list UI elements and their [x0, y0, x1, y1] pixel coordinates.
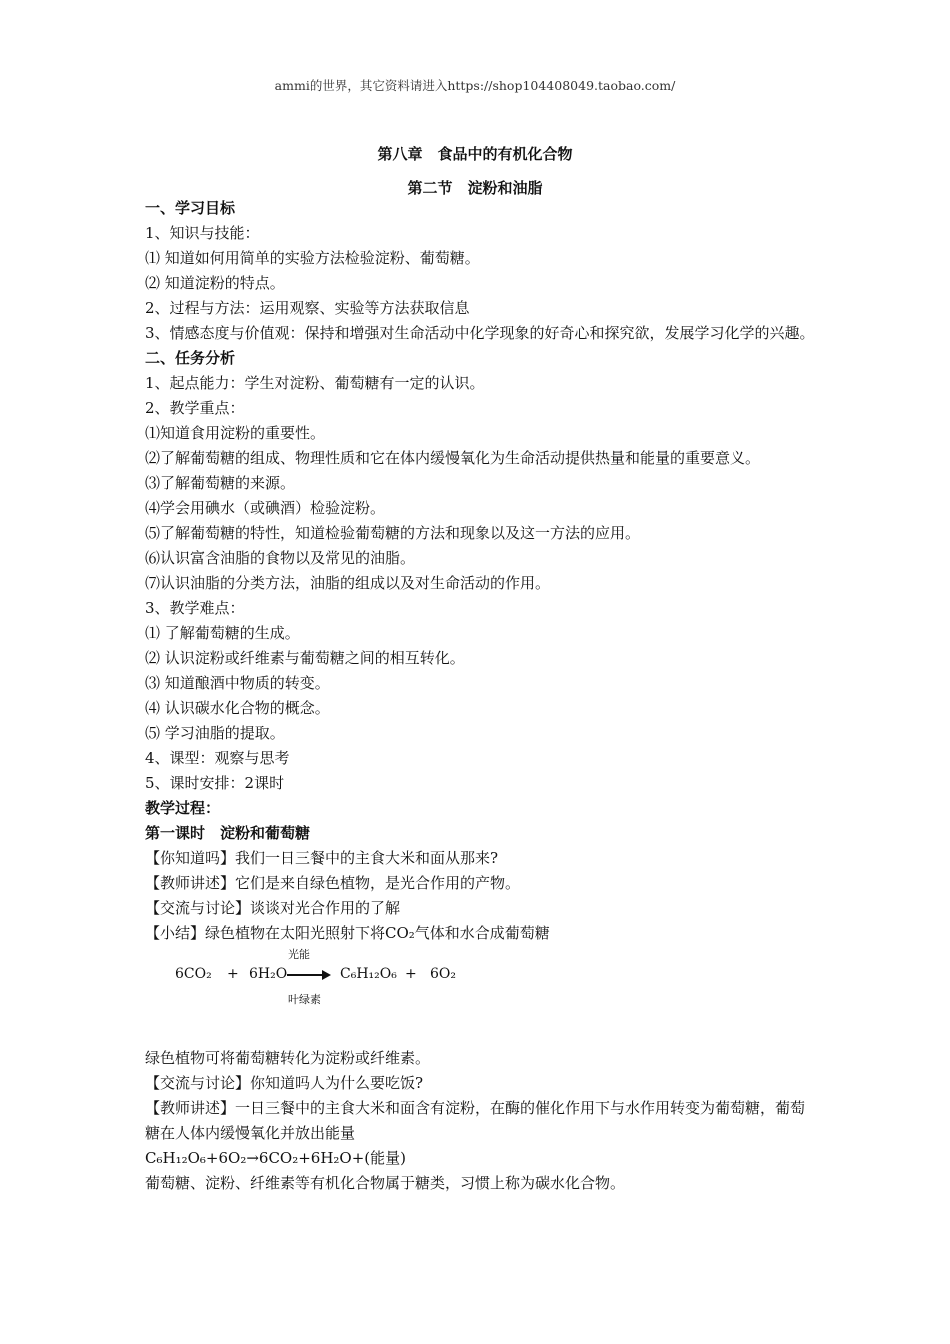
product-glucose: C₆H₁₂O₆: [340, 966, 397, 982]
text-line: 绿色植物可将葡萄糖转化为淀粉或纤维素。: [145, 1049, 431, 1067]
text-line: ⑴ 了解葡萄糖的生成。: [145, 624, 300, 642]
text-line: 【教师讲述】它们是来自绿色植物，是光合作用的产物。: [145, 874, 521, 892]
text-line: ⑷ 认识碳水化合物的概念。: [145, 699, 330, 717]
plus-sign: +: [227, 966, 239, 982]
text-line: 2、教学重点：: [145, 399, 245, 417]
text-line: 5、课时安排：2课时: [145, 774, 285, 792]
chapter-title: 第八章 食品中的有机化合物: [377, 145, 573, 163]
product-o2: 6O₂: [430, 966, 456, 982]
text-line: ⑶了解葡萄糖的来源。: [145, 474, 296, 492]
text-line: 葡萄糖、淀粉、纤维素等有机化合物属于糖类，习惯上称为碳水化合物。: [145, 1174, 626, 1192]
lines-before: [145, 196, 815, 946]
text-line: ⑴ 知道如何用简单的实验方法检验淀粉、葡萄糖。: [145, 249, 480, 267]
header-note: ammi的世界，其它资料请进入https://shop104408049.taobao.com/: [274, 78, 676, 93]
text-line: ⑶ 知道酿酒中物质的转变。: [145, 674, 330, 692]
text-line: 【小结】绿色植物在太阳光照射下将CO₂气体和水合成葡萄糖: [145, 924, 550, 942]
text-line: 【交流与讨论】谈谈对光合作用的了解: [145, 899, 401, 917]
text-line: 【交流与讨论】你知道吗人为什么要吃饭?: [145, 1074, 424, 1092]
reaction-arrow-icon: [287, 970, 331, 980]
lines-after: [145, 1046, 815, 1196]
text-line: ⑹认识富含油脂的食物以及常见的油脂。: [145, 549, 416, 567]
reaction-condition-top: 光能: [288, 948, 310, 961]
text-line: ⑺认识油脂的分类方法，油脂的组成以及对生命活动的作用。: [145, 574, 551, 592]
heading-line: 一、学习目标: [145, 199, 236, 217]
section-title: 第二节 淀粉和油脂: [407, 179, 543, 197]
text-line: ⑵ 知道淀粉的特点。: [145, 274, 285, 292]
text-line: C₆H₁₂O₆+6O₂→6CO₂+6H₂O+(能量): [145, 1149, 407, 1167]
text-line: 【教师讲述】一日三餐中的主食大米和面含有淀粉，在酶的催化作用下与水作用转变为葡萄糖，葡萄糖在人体内缓慢氧化并放出能量: [145, 1099, 806, 1142]
text-line: ⑴知道食用淀粉的重要性。: [145, 424, 326, 442]
text-line: ⑵了解葡萄糖的组成、物理性质和它在体内缓慢氧化为生命活动提供热量和能量的重要意义。: [145, 449, 761, 467]
text-line: 4、课型：观察与思考: [145, 749, 290, 767]
heading-line: 二、任务分析: [145, 349, 236, 367]
text-line: ⑷学会用碘水（或碘酒）检验淀粉。: [145, 499, 386, 517]
text-line: 1、知识与技能：: [145, 224, 260, 242]
text-line: 1、起点能力：学生对淀粉、葡萄糖有一定的认识。: [145, 374, 485, 392]
plus-sign: +: [405, 966, 417, 982]
text-line: 3、教学难点：: [145, 599, 245, 617]
text-line: ⑸了解葡萄糖的特性，知道检验葡萄糖的方法和现象以及这一方法的应用。: [145, 524, 641, 542]
reactant-h2o: 6H₂O: [249, 966, 288, 982]
text-line: ⑸ 学习油脂的提取。: [145, 724, 285, 742]
text-line: 2、过程与方法：运用观察、实验等方法获取信息: [145, 299, 470, 317]
reactant-co2: 6CO₂: [175, 966, 212, 982]
text-line: 【你知道吗】我们一日三餐中的主食大米和面从那来?: [145, 849, 499, 867]
heading-line: 教学过程：: [145, 799, 221, 817]
text-line: 3、情感态度与价值观：保持和增强对生命活动中化学现象的好奇心和探究欲，发展学习化学的兴趣。: [145, 324, 815, 342]
heading-line: 第一课时 淀粉和葡萄糖: [145, 824, 311, 842]
reaction-condition-bottom: 叶绿素: [288, 993, 321, 1006]
photosynthesis-equation: [145, 946, 815, 1046]
document-body: [145, 196, 815, 1196]
text-line: ⑵ 认识淀粉或纤维素与葡萄糖之间的相互转化。: [145, 649, 465, 667]
